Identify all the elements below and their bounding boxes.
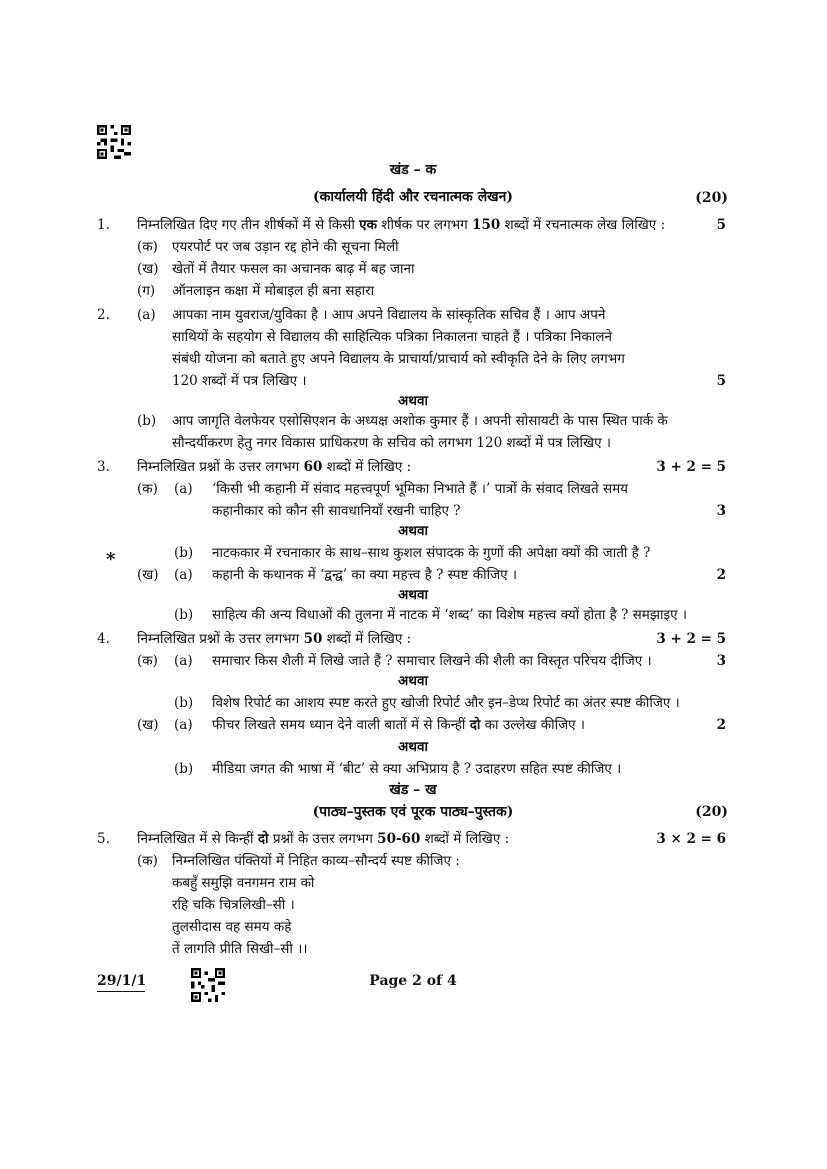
q1-text: निम्नलिखित दिए गए तीन शीर्षकों में से किसी एक शीर्षक पर लगभग 150 शब्दों में रचनात्मक लेख लिखिए : xyxy=(137,217,666,233)
q3-kha-label: (ख) xyxy=(137,567,159,583)
q2-a-label: (a) xyxy=(137,307,156,323)
star-mark: * xyxy=(106,549,116,570)
section-b-heading: खंड – ख xyxy=(389,782,437,798)
q4-ka-a-label: (a) xyxy=(174,653,193,669)
q4-number: 4. xyxy=(97,631,110,647)
section-a-marks: (20) xyxy=(695,190,728,206)
page-number: Page 2 of 4 xyxy=(369,973,457,989)
poem-line: रहि चकि चित्रलिखी–सी । xyxy=(172,897,295,913)
paper-code: 29/1/1 xyxy=(97,973,147,989)
q3-ka-a-line: कहानीकार को कौन सी सावधानियाँ रखनी चाहिए ? xyxy=(212,503,461,519)
q4-kha-a-label: (a) xyxy=(174,717,193,733)
q2-a-line: साथियों के सहयोग से विद्यालय की साहित्यिक पत्रिका निकालना चाहते हैं । पत्रिका निकालने xyxy=(172,329,612,345)
q5-ka-label: (क) xyxy=(137,853,158,869)
q4-kha-a-text: फीचर लिखते समय ध्यान देने वाली बातों में से किन्हीं दो का उल्लेख कीजिए । xyxy=(212,717,586,733)
section-a-heading: खंड – क xyxy=(389,162,437,178)
q4-ka-label: (क) xyxy=(137,653,158,669)
q3-kha-marks: 2 xyxy=(716,567,726,583)
poem-line: कबहुँ समुझि वनगमन राम को xyxy=(172,875,315,891)
q2-b-label: (b) xyxy=(137,413,157,429)
q3-text: निम्नलिखित प्रश्नों के उत्तर लगभग 60 शब्दों में लिखिए : xyxy=(137,459,412,475)
poem-line: तें लागति प्रीति सिखी–सी ।। xyxy=(172,941,308,957)
q3-or-2: अथवा xyxy=(398,587,428,603)
q2-marks: 5 xyxy=(716,373,726,389)
q4-kha-b-label: (b) xyxy=(174,761,194,777)
q3-ka-marks: 3 xyxy=(716,503,726,519)
q1-option-text: ऑनलाइन कक्षा में मोबाइल ही बना सहारा xyxy=(172,283,375,299)
q1-number: 1. xyxy=(97,217,110,233)
q4-ka-marks: 3 xyxy=(716,653,726,669)
poem-line: तुलसीदास वह समय कहे xyxy=(172,919,292,935)
q5-text: निम्नलिखित में से किन्हीं दो प्रश्नों के उत्तर लगभग 50-60 शब्दों में लिखिए : xyxy=(137,831,510,847)
q3-marks: 3 + 2 = 5 xyxy=(656,459,726,475)
q2-a-line: आपका नाम युवराज/युविका है । आप अपने विद्यालय के सांस्कृतिक सचिव हैं । आप अपने xyxy=(172,307,606,323)
qr-code-footer xyxy=(191,968,225,1002)
paper-code-underline xyxy=(97,991,145,992)
q3-ka-b-text: नाटककार में रचनाकार के साथ–साथ कुशल संपादक के गुणों की अपेक्षा क्यों की जाती है ? xyxy=(212,545,651,561)
q3-ka-a-line: ‘किसी भी कहानी में संवाद महत्त्वपूर्ण भूमिका निभाते हैं ।’ पात्रों के संवाद लिखते समय xyxy=(212,481,628,497)
q1-option-label: (क) xyxy=(137,239,158,255)
q4-ka-a-text: समाचार किस शैली में लिखे जाते हैं ? समाचार लिखने की शैली का विस्तृत परिचय दीजिए । xyxy=(212,653,652,669)
q3-number: 3. xyxy=(97,459,110,475)
q4-or-1: अथवा xyxy=(398,673,428,689)
q4-marks: 3 + 2 = 5 xyxy=(656,631,726,647)
q4-ka-b-text: विशेष रिपोर्ट का आशय स्पष्ट करते हुए खोजी रिपोर्ट और इन–डेप्थ रिपोर्ट का अंतर स्पष्ट कीजिए । xyxy=(212,695,680,711)
section-a-subheading: (कार्यालयी हिंदी और रचनात्मक लेखन) xyxy=(312,189,514,205)
q5-number: 5. xyxy=(97,831,110,847)
q2-number: 2. xyxy=(97,307,110,323)
q1-option-text: एयरपोर्ट पर जब उड़ान रद्द होने की सूचना मिली xyxy=(172,239,399,255)
q4-kha-label: (ख) xyxy=(137,717,159,733)
q4-or-2: अथवा xyxy=(398,739,428,755)
q2-b-line: आप जागृति वेलफेयर एसोसिएशन के अध्यक्ष अशोक कुमार हैं । अपनी सोसायटी के पास स्थित पार्क के xyxy=(172,413,668,429)
q3-ka-a-label: (a) xyxy=(174,481,193,497)
q3-kha-b-label: (b) xyxy=(174,607,194,623)
q2-a-line: 120 शब्दों में पत्र लिखिए । xyxy=(172,373,307,389)
q4-kha-marks: 2 xyxy=(716,717,726,733)
q2-a-line: संबंधी योजना को बताते हुए अपने विद्यालय के प्राचार्या/प्राचार्य को स्वीकृति देने के लिए लगभग xyxy=(172,351,625,367)
q3-kha-a-label: (a) xyxy=(174,567,193,583)
q1-option-label: (ख) xyxy=(137,261,159,277)
q1-marks: 5 xyxy=(716,217,726,233)
q1-option-text: खेतों में तैयार फसल का अचानक बाढ़ में बह जाना xyxy=(172,261,415,277)
q5-ka-text: निम्नलिखित पंक्तियों में निहित काव्य–सौन्दर्य स्पष्ट कीजिए : xyxy=(172,853,460,869)
q3-kha-b-text: साहित्य की अन्य विधाओं की तुलना में नाटक में ‘शब्द’ का विशेष महत्त्व क्यों होता है ? समझाइए । xyxy=(212,607,688,623)
q4-ka-b-label: (b) xyxy=(174,695,194,711)
q4-text: निम्नलिखित प्रश्नों के उत्तर लगभग 50 शब्दों में लिखिए : xyxy=(137,631,412,647)
q3-or-1: अथवा xyxy=(398,523,428,539)
section-b-marks: (20) xyxy=(695,804,728,820)
q4-kha-b-text: मीडिया जगत की भाषा में ‘बीट’ से क्या अभिप्राय है ? उदाहरण सहित स्पष्ट कीजिए । xyxy=(212,761,622,777)
q3-kha-a-text: कहानी के कथानक में ‘द्वन्द्व’ का क्या महत्त्व है ? स्पष्ट कीजिए । xyxy=(212,567,517,583)
qr-code-top xyxy=(97,125,131,159)
section-b-subheading: (पाठ्य–पुस्तक एवं पूरक पाठ्य–पुस्तक) xyxy=(312,804,514,820)
q1-option-label: (ग) xyxy=(137,283,156,299)
q3-ka-label: (क) xyxy=(137,481,158,497)
q5-marks: 3 × 2 = 6 xyxy=(656,831,726,847)
q2-b-line: सौन्दर्यीकरण हेतु नगर विकास प्राधिकरण के सचिव को लगभग 120 शब्दों में पत्र लिखिए । xyxy=(172,435,611,451)
q3-ka-b-label: (b) xyxy=(174,545,194,561)
q2-or: अथवा xyxy=(398,393,428,409)
